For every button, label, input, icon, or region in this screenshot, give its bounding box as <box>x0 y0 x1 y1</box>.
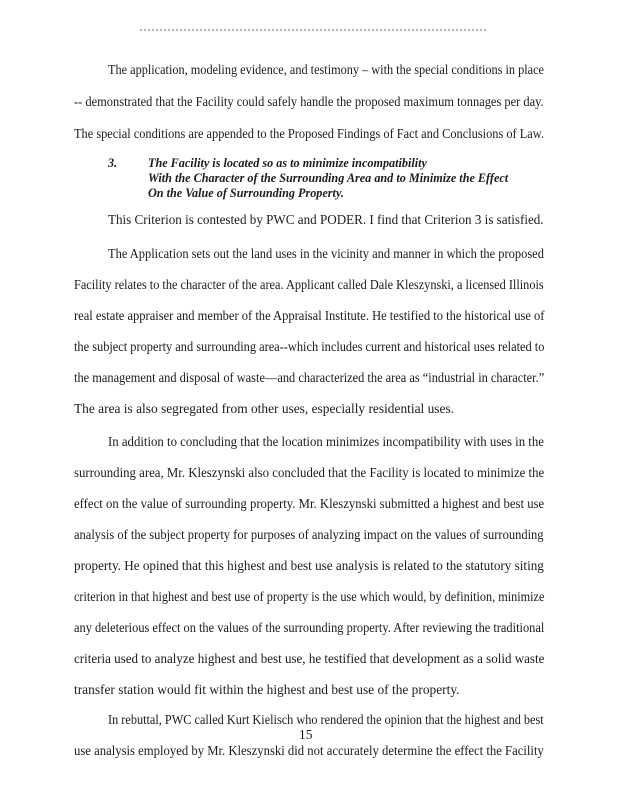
text-line: any deleterious effect on the values of the surrounding property. After reviewing the traditional <box>74 620 545 635</box>
text-line: Facility relates to the character of the area. Applicant called Dale Kleszynski, a licensed Illinois <box>74 277 544 292</box>
text-line: In addition to concluding that the location minimizes incompatibility with uses in the <box>108 434 544 449</box>
section-number: 3. <box>108 156 118 170</box>
text-line: This Criterion is contested by PWC and PODER. I find that Criterion 3 is satisfied. <box>108 212 544 227</box>
text-line: surrounding area, Mr. Kleszynski also concluded that the Facility is located to minimize the <box>74 465 545 480</box>
text-line: criteria used to analyze highest and best use, he testified that development as a solid waste <box>74 651 545 666</box>
section-heading-line: With the Character of the Surrounding Area and to Minimize the Effect <box>148 171 509 185</box>
text-line: In rebuttal, PWC called Kurt Kielisch who rendered the opinion that the highest and best <box>108 712 544 727</box>
text-line: effect on the value of surrounding property. Mr. Kleszynski submitted a highest and best use <box>74 496 545 511</box>
text-line: criterion in that highest and best use of property is the use which would, by definition, minimize <box>74 589 545 604</box>
page-number: 15 <box>299 727 313 742</box>
section-heading-line: The Facility is located so as to minimize incompatibility <box>148 156 427 170</box>
text-line: property. He opined that this highest and best use analysis is related to the statutory siting <box>74 558 544 573</box>
text-line: The special conditions are appended to the Proposed Findings of Fact and Conclusions of Law. <box>74 126 545 141</box>
text-line: analysis of the subject property for purposes of analyzing impact on the values of surrounding <box>74 527 544 542</box>
text-line: The area is also segregated from other uses, especially residential uses. <box>74 401 455 416</box>
text-line: -- demonstrated that the Facility could safely handle the proposed maximum tonnages per day. <box>74 94 544 109</box>
text-line: transfer station would fit within the highest and best use of the property. <box>74 682 460 697</box>
section-heading-line: On the Value of Surrounding Property. <box>148 186 344 200</box>
text-line: use analysis employed by Mr. Kleszynski did not accurately determine the effect the Facility <box>74 743 544 758</box>
text-line: the subject property and surrounding area--which includes current and historical uses related to <box>74 339 545 354</box>
text-line: the management and disposal of waste—and characterized the area as “industrial in character.” <box>74 370 545 385</box>
text-line: real estate appraiser and member of the Appraisal Institute. He testified to the historical use of <box>74 308 545 323</box>
text-line: The application, modeling evidence, and testimony – with the special conditions in place <box>108 62 545 77</box>
text-line: The Application sets out the land uses in the vicinity and manner in which the proposed <box>108 246 544 261</box>
